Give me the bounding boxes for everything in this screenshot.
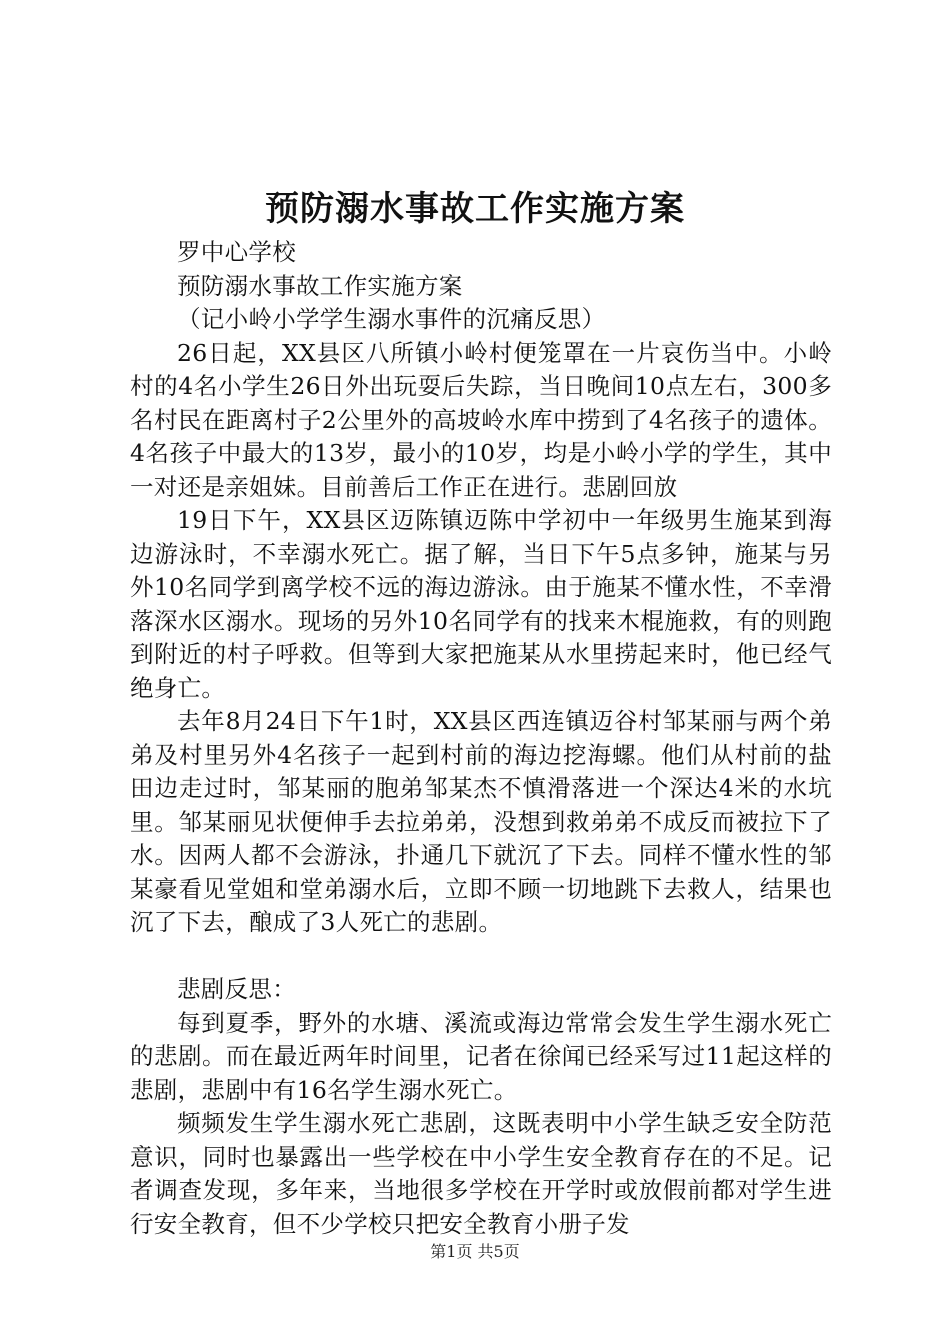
document-subnote: （记小岭小学学生溺水事件的沉痛反思） <box>177 305 606 333</box>
page-number-footer: 第1页 共5页 <box>430 1242 520 1261</box>
reflection-heading: 悲剧反思： <box>177 975 296 1003</box>
reflection-paragraph-2: 频频发生学生溺水死亡悲剧，这既表明中小学生缺乏安全防范意识，同时也暴露出一些学校在中小学生安全教育存在的不足。记者调查发现，多年来，当地很多学校在开学时或放假前都对学生进行安全教育，但不少学校只把安全教育小册子发 <box>130 1109 832 1238</box>
document-body <box>130 236 832 1241</box>
document-title: 预防溺水事故工作实施方案 <box>265 189 685 229</box>
document-subtitle: 预防溺水事故工作实施方案 <box>177 271 463 300</box>
paragraph-2: 19日下午，XX县区迈陈镇迈陈中学初中一年级男生施某到海边游泳时，不幸溺水死亡。据了解，当日下午5点多钟，施某与另外10名同学到离学校不远的海边游泳。由于施某不懂水性，不幸滑落深水区溺水。现场的另外10名同学有的找来木棍施救，有的则跑到附近的村子呼救。但等到大家把施某从水里捞起来时，他已经气绝身亡。 <box>130 506 832 702</box>
paragraph-gap <box>130 940 832 974</box>
reflection-paragraph-1: 每到夏季，野外的水塘、溪流或海边常常会发生学生溺水死亡的悲剧。而在最近两年时间里，记者在徐闻已经采写过11起这样的悲剧，悲剧中有16名学生溺水死亡。 <box>130 1008 832 1104</box>
paragraph-3: 去年8月24日下午1时，XX县区西连镇迈谷村邹某丽与两个弟弟及村里另外4名孩子一起到村前的海边挖海螺。他们从村前的盐田边走过时，邹某丽的胞弟邹某杰不慎滑落进一个深达4米的水坑里。邹某丽见状便伸手去拉弟弟，没想到救弟弟不成反而被拉下了水。因两人都不会游泳，扑通几下就沉了下去。同样不懂水性的邹某豪看见堂姐和堂弟溺水后，立即不顾一切地跳下去救人，结果也沉了下去，酿成了3人死亡的悲剧。 <box>130 707 832 936</box>
paragraph-1: 26日起，XX县区八所镇小岭村便笼罩在一片哀伤当中。小岭村的4名小学生26日外出玩耍后失踪，当日晚间10点左右，300多名村民在距离村子2公里外的高坡岭水库中捞到了4名孩子的遗体。4名孩子中最大的13岁，最小的10岁，均是小岭小学的学生，其中一对还是亲姐妹。目前善后工作正在进行。悲剧回放 <box>130 338 832 501</box>
school-name: 罗中心学校 <box>177 238 296 266</box>
